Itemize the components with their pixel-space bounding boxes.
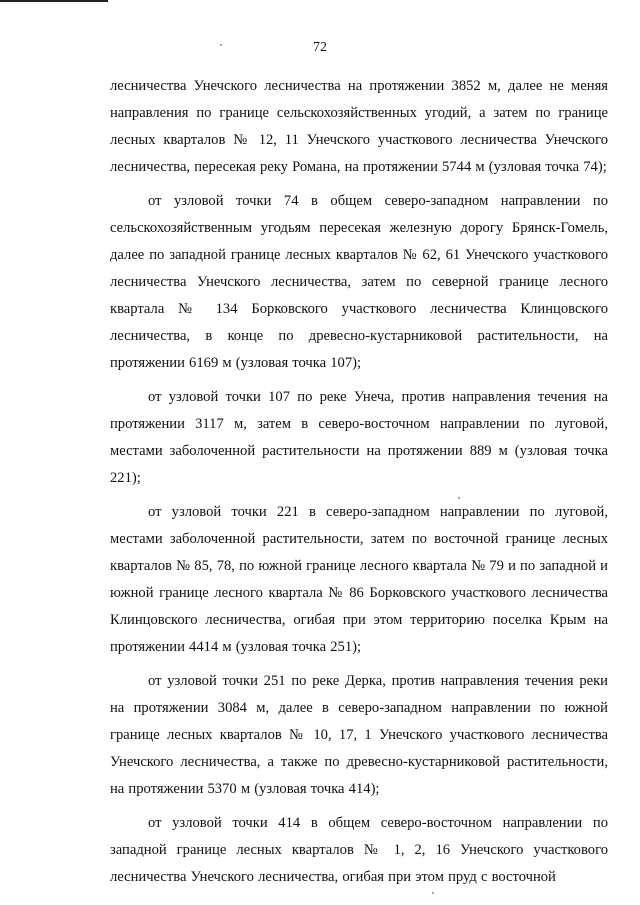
paragraph: от узловой точки 414 в общем северо-восточном направлении по западной границе лесных кварталов № 1, 2, 16 Унечского участкового лесничества Унечского лесничества, огибая при этом пруд с восточной (110, 815, 608, 885)
page-number: 72 (313, 40, 327, 55)
body-text (110, 73, 608, 898)
paragraph: от узловой точки 221 в северо-западном направлении по луговой, местами заболоченной растительности, затем по восточной границе лесных кварталов № 85, 78, по южной границе лесного квартала № 79 и по западной и южной границе лесного квартала № 86 Борковского участкового лесничества Клинцовского лесничества, огибая при этом территорию поселка Крым на протяжении 4414 м (узловая точка 251); (110, 504, 608, 655)
paragraph: от узловой точки 107 по реке Унеча, против направления течения на протяжении 3117 м, затем в северо-восточном направлении по луговой, местами заболоченной растительности на протяжении 889 м (узловая точка 221); (110, 389, 608, 486)
scan-artifact-line (0, 0, 108, 2)
paragraph: от узловой точки 251 по реке Дерка, против направления течения реки на протяжении 3084 м, далее в северо-западном направлении по южной границе лесных кварталов № 10, 17, 1 Унечского участкового лесничества Унечского лесничества, а также по древесно-кустарниковой растительности, на протяжении 5370 м (узловая точка 414); (110, 673, 608, 797)
paragraph: от узловой точки 74 в общем северо-западном направлении по сельскохозяйственным угодьям пересекая железную дорогу Брянск-Гомель, далее по западной границе лесных кварталов № 62, 61 Унечского участкового лесничества Унечского лесничества, затем по северной границе лесного квартала № 134 Борковского участкового лесничества Клинцовского лесничества, в конце по древесно-кустарниковой растительности, на протяжении 6169 м (узловая точка 107); (110, 193, 608, 371)
paragraph: лесничества Унечского лесничества на протяжении 3852 м, далее не меняя направления по границе сельскохозяйственных угодий, а затем по границе лесных кварталов № 12, 11 Унечского участкового лесничества Унечского лесничества, пересекая реку Романа, на протяжении 5744 м (узловая точка 74); (110, 78, 608, 175)
